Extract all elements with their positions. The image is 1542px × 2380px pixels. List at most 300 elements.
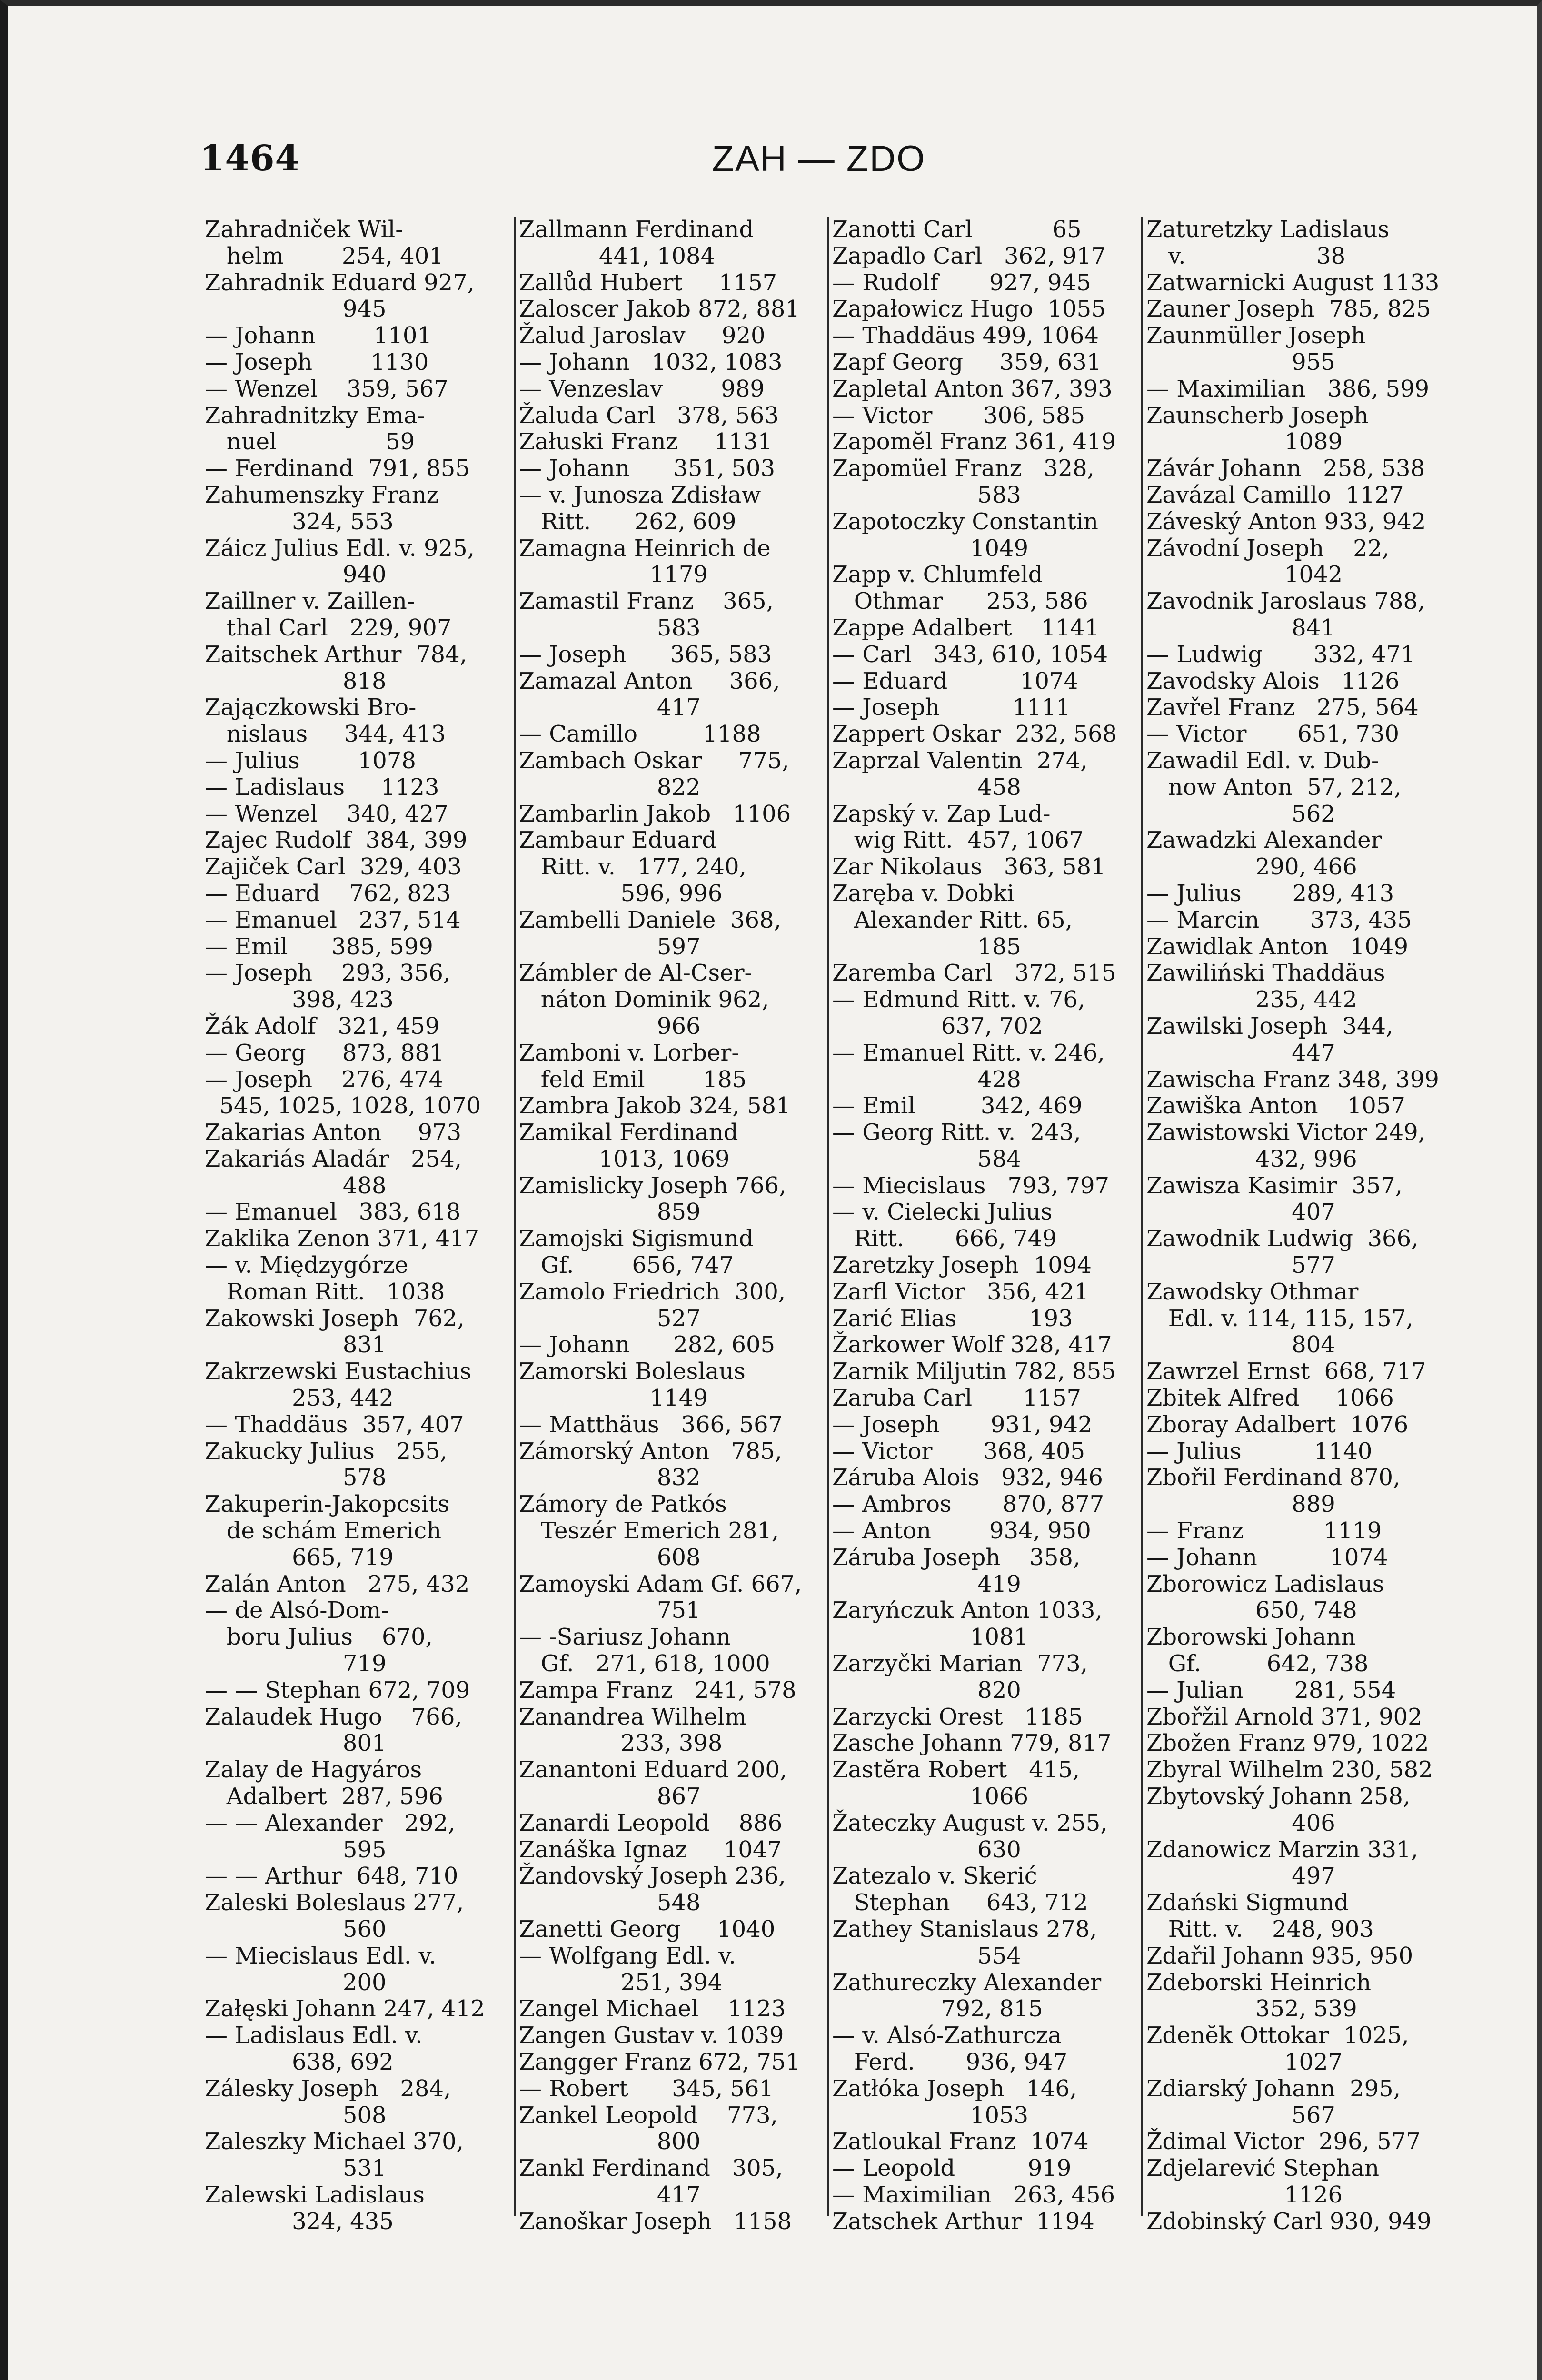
index-entry-line: Zanandrea Wilhelm xyxy=(519,1703,746,1730)
index-entry-line: Zawistowski Victor 249, xyxy=(1146,1119,1425,1146)
index-entry-line: Zangger Franz 672, 751 xyxy=(519,2048,801,2075)
index-entry-line: Zappert Oskar 232, 568 xyxy=(832,721,1117,748)
index-entry-line: Zahradnitzky Ema- xyxy=(205,402,425,429)
index-entry-line: Othmar 253, 586 xyxy=(832,588,1088,615)
running-head: ZAH — ZDO xyxy=(712,139,926,179)
index-entry-line: 417 xyxy=(519,2181,701,2208)
index-entry-line: — Emanuel 383, 618 xyxy=(205,1199,461,1226)
index-entry-line: — Maximilian 386, 599 xyxy=(1146,375,1430,402)
index-entry-line: 447 xyxy=(1146,1039,1335,1066)
index-entry-line: Zaleszky Michael 370, xyxy=(205,2128,464,2155)
index-entry-line: Zawilski Joseph 344, xyxy=(1146,1012,1393,1040)
index-entry-line: Ritt. 666, 749 xyxy=(832,1225,1057,1252)
index-entry-line: wig Ritt. 457, 1067 xyxy=(832,827,1084,854)
index-entry-line: Alexander Ritt. 65, xyxy=(832,906,1073,933)
index-entry-line: 801 xyxy=(205,1730,387,1757)
index-entry-line: — v. Cielecki Julius xyxy=(832,1199,1053,1226)
index-entry-line: 832 xyxy=(519,1464,701,1491)
index-entry-line: — Johann 351, 503 xyxy=(519,455,776,482)
index-entry-line: 889 xyxy=(1146,1491,1335,1518)
index-entry-line: Zaręba v. Dobki xyxy=(832,880,1015,907)
index-entry-line: Zatloukal Franz 1074 xyxy=(832,2128,1089,2155)
index-entry-line: Zahradnik Eduard 927, xyxy=(205,269,475,296)
index-entry-line: Zallůd Hubert 1157 xyxy=(519,269,777,296)
index-entry-line: 441, 1084 xyxy=(519,242,716,269)
index-entry-line: Zawodnik Ludwig 366, xyxy=(1146,1225,1419,1252)
index-entry-line: 428 xyxy=(832,1066,1021,1093)
index-entry-line: Zarzycki Orest 1185 xyxy=(832,1703,1083,1730)
index-entry-line: Zawodsky Othmar xyxy=(1146,1278,1359,1305)
index-entry-line: 650, 748 xyxy=(1146,1597,1357,1624)
index-entry-line: — Joseph 931, 942 xyxy=(832,1411,1093,1438)
index-entry-line: — Joseph 1130 xyxy=(205,348,429,376)
index-entry-line: Zalay de Hagyáros xyxy=(205,1756,422,1784)
index-entry-line: 841 xyxy=(1146,614,1335,641)
index-entry-line: — Johann 1074 xyxy=(1146,1544,1388,1571)
index-entry-line: Zankel Leopold 773, xyxy=(519,2102,778,2129)
index-entry-line: 1149 xyxy=(519,1385,708,1412)
index-entry-line: Zbořžil Arnold 371, 902 xyxy=(1146,1703,1423,1730)
index-entry-line: Zaruba Carl 1157 xyxy=(832,1385,1082,1412)
index-entry-line: 596, 996 xyxy=(519,880,723,907)
index-entry-line: feld Emil 185 xyxy=(519,1066,747,1093)
index-entry-line: Zbytovský Johann 258, xyxy=(1146,1783,1411,1810)
index-entry-line: 1066 xyxy=(832,1783,1029,1810)
index-entry-line: 608 xyxy=(519,1544,701,1571)
index-entry-line: Zborowski Johann xyxy=(1146,1624,1356,1651)
index-entry-line: 859 xyxy=(519,1199,701,1226)
index-entry-line: Zanoškar Joseph 1158 xyxy=(519,2208,792,2235)
index-entry-line: Zavřel Franz 275, 564 xyxy=(1146,694,1419,721)
index-entry-line: 578 xyxy=(205,1464,387,1491)
index-entry-line: Zapletal Anton 367, 393 xyxy=(832,375,1113,402)
index-entry-line: 1081 xyxy=(832,1624,1029,1651)
index-entry-line: Zámbler de Al-Cser- xyxy=(519,960,752,987)
index-entry-line: Zdařil Johann 935, 950 xyxy=(1146,1942,1413,1969)
index-entry-line: Zaunmüller Joseph xyxy=(1146,322,1366,349)
index-entry-line: 800 xyxy=(519,2128,701,2155)
index-entry-line: 577 xyxy=(1146,1252,1335,1279)
index-entry-line: Zajączkowski Bro- xyxy=(205,694,417,721)
index-entry-line: — Marcin 373, 435 xyxy=(1146,906,1412,933)
index-entry-line: — Ladislaus 1123 xyxy=(205,774,439,801)
index-entry-line: Zbyral Wilhelm 230, 582 xyxy=(1146,1756,1433,1784)
index-entry-line: Załęski Johann 247, 412 xyxy=(205,1995,485,2023)
index-entry-line: — Emil 342, 469 xyxy=(832,1092,1083,1120)
index-entry-line: Zajiček Carl 329, 403 xyxy=(205,853,462,881)
index-entry-line: Zarić Elias 193 xyxy=(832,1305,1073,1332)
index-entry-line: Zangen Gustav v. 1039 xyxy=(519,2022,784,2049)
index-entry-line: Zanardi Leopold 886 xyxy=(519,1809,783,1836)
index-entry-line: 583 xyxy=(832,481,1021,508)
index-entry-line: Zatschek Arthur 1194 xyxy=(832,2208,1094,2235)
index-entry-line: Zaitschek Arthur 784, xyxy=(205,641,467,668)
index-entry-line: Zakuperin-Jakopcsits xyxy=(205,1491,449,1518)
index-entry-line: — Robert 345, 561 xyxy=(519,2075,774,2102)
index-entry-line: — Thaddäus 499, 1064 xyxy=(832,322,1099,349)
index-entry-line: Zawadil Edl. v. Dub- xyxy=(1146,747,1379,774)
index-entry-line: Edl. v. 114, 115, 157, xyxy=(1146,1305,1413,1332)
index-entry-line: 567 xyxy=(1146,2102,1335,2129)
index-entry-line: — Miecislaus 793, 797 xyxy=(832,1172,1110,1199)
index-entry-line: 488 xyxy=(205,1172,387,1199)
index-entry-line: Záruba Alois 932, 946 xyxy=(832,1464,1103,1491)
index-entry-line: 235, 442 xyxy=(1146,986,1357,1013)
index-entry-line: Zaprzal Valentin 274, xyxy=(832,747,1088,774)
index-entry-line: 253, 442 xyxy=(205,1385,394,1412)
index-entry-line: Zámory de Patkós xyxy=(519,1491,727,1518)
index-entry-line: Zawadzki Alexander xyxy=(1146,827,1382,854)
index-entry-line: 792, 815 xyxy=(832,1995,1043,2023)
index-entry-line: Závár Johann 258, 538 xyxy=(1146,455,1425,482)
index-entry-line: 1126 xyxy=(1146,2181,1343,2208)
index-entry-line: — Carl 343, 610, 1054 xyxy=(832,641,1108,668)
index-entry-line: Zalaudek Hugo 766, xyxy=(205,1703,462,1730)
index-entry-line: Zasche Johann 779, 817 xyxy=(832,1730,1112,1757)
index-entry-line: 867 xyxy=(519,1783,701,1810)
index-entry-line: thal Carl 229, 907 xyxy=(205,614,452,641)
index-entry-line: 945 xyxy=(205,296,387,323)
index-entry-line: Zavodnik Jaroslaus 788, xyxy=(1146,588,1425,615)
index-entry-line: — Wenzel 340, 427 xyxy=(205,800,448,827)
index-entry-line: Zapf Georg 359, 631 xyxy=(832,348,1102,376)
index-entry-line: 955 xyxy=(1146,348,1335,376)
index-entry-line: Ždimal Victor 296, 577 xyxy=(1146,2128,1421,2155)
index-entry-line: Zbořil Ferdinand 870, xyxy=(1146,1464,1401,1491)
index-entry-line: Zaryńczuk Anton 1033, xyxy=(832,1597,1103,1624)
index-entry-line: Zámorský Anton 785, xyxy=(519,1438,782,1465)
index-entry-line: 804 xyxy=(1146,1331,1335,1359)
index-entry-line: — Venzeslav 989 xyxy=(519,375,765,402)
index-entry-line: 497 xyxy=(1146,1863,1335,1890)
index-entry-line: 1053 xyxy=(832,2102,1029,2129)
index-entry-line: — Eduard 762, 823 xyxy=(205,880,451,907)
index-entry-line: Zamastil Franz 365, xyxy=(519,588,774,615)
index-entry-line: — Ladislaus Edl. v. xyxy=(205,2022,423,2049)
index-entry-line: — Julius 289, 413 xyxy=(1146,880,1394,907)
index-entry-line: — Emanuel 237, 514 xyxy=(205,906,461,933)
index-entry-line: Zarnik Miljutin 782, 855 xyxy=(832,1358,1116,1385)
index-entry-line: 324, 435 xyxy=(205,2208,394,2235)
index-entry-line: Zakucky Julius 255, xyxy=(205,1438,448,1465)
index-entry-line: 831 xyxy=(205,1331,387,1359)
index-entry-line: Zanotti Carl 65 xyxy=(832,216,1082,243)
index-entry-line: 200 xyxy=(205,1969,387,1996)
index-entry-line: — Joseph 1111 xyxy=(832,694,1071,721)
index-entry-line: Zapotoczky Constantin xyxy=(832,508,1098,535)
index-entry-line: — Camillo 1188 xyxy=(519,721,761,748)
index-entry-line: Zarzyčki Marian 773, xyxy=(832,1650,1088,1677)
index-entry-line: 665, 719 xyxy=(205,1544,394,1571)
index-entry-line: Zawiliński Thaddäus xyxy=(1146,960,1385,987)
index-entry-line: Ferd. 936, 947 xyxy=(832,2048,1068,2075)
index-entry-line: Žák Adolf 321, 459 xyxy=(205,1012,440,1040)
index-entry-line: Gf. 271, 618, 1000 xyxy=(519,1650,770,1677)
index-entry-line: — Franz 1119 xyxy=(1146,1517,1382,1545)
index-entry-line: Zapałowicz Hugo 1055 xyxy=(832,296,1106,323)
index-entry-line: 458 xyxy=(832,774,1021,801)
column-divider xyxy=(1141,217,1143,2216)
index-entry-line: Zawischa Franz 348, 399 xyxy=(1146,1066,1439,1093)
index-entry-line: Zapomĕl Franz 361, 419 xyxy=(832,428,1116,456)
index-entry-line: 1027 xyxy=(1146,2048,1343,2075)
index-entry-line: — Georg 873, 881 xyxy=(205,1039,444,1066)
index-entry-line: 406 xyxy=(1146,1809,1335,1836)
index-entry-line: Zakarias Anton 973 xyxy=(205,1119,462,1146)
index-entry-line: Zdanowicz Marzin 331, xyxy=(1146,1836,1418,1863)
index-entry-line: Zambarlin Jakob 1106 xyxy=(519,800,791,827)
index-entry-line: 595 xyxy=(205,1836,387,1863)
index-entry-line: 1013, 1069 xyxy=(519,1145,730,1172)
index-entry-line: Zahradniček Wil- xyxy=(205,216,403,243)
index-entry-line: Zapp v. Chlumfeld xyxy=(832,561,1043,588)
index-entry-line: 822 xyxy=(519,774,701,801)
index-entry-line: Zapský v. Zap Lud- xyxy=(832,800,1051,827)
index-entry-line: Zaklika Zenon 371, 417 xyxy=(205,1225,479,1252)
index-entry-line: Zallmann Ferdinand xyxy=(519,216,754,243)
index-entry-line: Zajec Rudolf 384, 399 xyxy=(205,827,468,854)
index-entry-line: Zborowicz Ladislaus xyxy=(1146,1570,1384,1597)
index-entry-line: Zar Nikolaus 363, 581 xyxy=(832,853,1106,881)
index-entry-line: Zambelli Daniele 368, xyxy=(519,906,781,933)
index-entry-line: — Johann 1032, 1083 xyxy=(519,348,783,376)
index-entry-line: Zalewski Ladislaus xyxy=(205,2181,425,2208)
index-entry-line: Zaturetzky Ladislaus xyxy=(1146,216,1390,243)
index-entry-line: Zappe Adalbert 1141 xyxy=(832,614,1099,641)
index-entry-line: — Emanuel Ritt. v. 246, xyxy=(832,1039,1105,1066)
index-entry-line: Zatłóka Joseph 146, xyxy=(832,2075,1077,2102)
index-entry-line: 398, 423 xyxy=(205,986,394,1013)
index-entry-line: Zaloscer Jakob 872, 881 xyxy=(519,296,800,323)
index-entry-line: — Johann 1101 xyxy=(205,322,432,349)
index-column-2 xyxy=(519,216,824,2235)
index-entry-line: now Anton 57, 212, xyxy=(1146,774,1402,801)
index-entry-line: Zavodsky Alois 1126 xyxy=(1146,667,1400,694)
index-entry-line: 1179 xyxy=(519,561,708,588)
index-entry-line: Zathey Stanislaus 278, xyxy=(832,1916,1097,1943)
index-entry-line: Zawrzel Ernst 668, 717 xyxy=(1146,1358,1426,1385)
index-entry-line: — Anton 934, 950 xyxy=(832,1517,1091,1545)
index-column-4 xyxy=(1146,216,1451,2235)
index-entry-line: boru Julius 670, xyxy=(205,1624,433,1651)
index-entry-line: Zarfl Victor 356, 421 xyxy=(832,1278,1089,1305)
index-entry-line: 407 xyxy=(1146,1199,1335,1226)
index-entry-line: Zawiška Anton 1057 xyxy=(1146,1092,1405,1120)
index-entry-line: — v. Alsó-Zathurcza xyxy=(832,2022,1062,2049)
index-entry-line: Zamorski Boleslaus xyxy=(519,1358,746,1385)
index-entry-line: Zdiarský Johann 295, xyxy=(1146,2075,1401,2102)
index-entry-line: Zawidlak Anton 1049 xyxy=(1146,933,1409,960)
index-columns xyxy=(205,216,1462,2235)
index-entry-line: Zdobinský Carl 930, 949 xyxy=(1146,2208,1432,2235)
index-entry-line: Adalbert 287, 596 xyxy=(205,1783,443,1810)
index-entry-line: — Victor 306, 585 xyxy=(832,402,1085,429)
index-entry-line: Zakariás Aladár 254, xyxy=(205,1145,462,1172)
index-entry-line: Teszér Emerich 281, xyxy=(519,1517,779,1545)
index-entry-line: — Joseph 276, 474 xyxy=(205,1066,443,1093)
index-entry-line: Zathureczky Alexander xyxy=(832,1969,1102,1996)
index-entry-line: Zambra Jakob 324, 581 xyxy=(519,1092,791,1120)
index-entry-line: 562 xyxy=(1146,800,1335,827)
column-divider xyxy=(514,217,516,2216)
index-entry-line: Zanetti Georg 1040 xyxy=(519,1916,776,1943)
index-column-3 xyxy=(832,216,1137,2235)
index-entry-line: 818 xyxy=(205,667,387,694)
index-entry-line: Závodní Joseph 22, xyxy=(1146,535,1390,562)
index-entry-line: Zanáška Ignaz 1047 xyxy=(519,1836,782,1863)
index-entry-line: — Julian 281, 554 xyxy=(1146,1676,1396,1704)
index-column-1 xyxy=(205,216,509,2235)
index-entry-line: 966 xyxy=(519,1012,701,1040)
index-entry-line: — Joseph 365, 583 xyxy=(519,641,772,668)
index-entry-line: Zboray Adalbert 1076 xyxy=(1146,1411,1409,1438)
index-entry-line: Žarkower Wolf 328, 417 xyxy=(832,1331,1112,1359)
index-entry-line: Ritt. v. 177, 240, xyxy=(519,853,746,881)
index-entry-line: 508 xyxy=(205,2102,387,2129)
index-entry-line: Zangel Michael 1123 xyxy=(519,1995,786,2023)
index-entry-line: — Wolfgang Edl. v. xyxy=(519,1942,736,1969)
index-entry-line: — Ludwig 332, 471 xyxy=(1146,641,1415,668)
index-entry-line: Zankl Ferdinand 305, xyxy=(519,2155,783,2182)
index-entry-line: — Edmund Ritt. v. 76, xyxy=(832,986,1085,1013)
index-entry-line: Zavázal Camillo 1127 xyxy=(1146,481,1404,508)
index-entry-line: 548 xyxy=(519,1889,701,1916)
index-entry-line: 630 xyxy=(832,1836,1021,1863)
index-entry-line: 554 xyxy=(832,1942,1021,1969)
index-entry-line: Žaluda Carl 378, 563 xyxy=(519,402,779,429)
index-entry-line: 531 xyxy=(205,2155,387,2182)
index-entry-line: — Ferdinand 791, 855 xyxy=(205,455,470,482)
index-entry-line: — Miecislaus Edl. v. xyxy=(205,1942,437,1969)
index-entry-line: Zaremba Carl 372, 515 xyxy=(832,960,1116,987)
index-entry-line: — Victor 651, 730 xyxy=(1146,721,1399,748)
index-entry-line: 417 xyxy=(519,694,701,721)
index-entry-line: Zauner Joseph 785, 825 xyxy=(1146,296,1431,323)
index-entry-line: Zanantoni Eduard 200, xyxy=(519,1756,787,1784)
index-entry-line: 940 xyxy=(205,561,387,588)
index-entry-line: Zamolo Friedrich 300, xyxy=(519,1278,786,1305)
index-entry-line: Žalud Jaroslav 920 xyxy=(519,322,766,349)
index-entry-line: 251, 394 xyxy=(519,1969,723,1996)
index-entry-line: 1089 xyxy=(1146,428,1343,456)
index-entry-line: Zamazal Anton 366, xyxy=(519,667,780,694)
index-entry-line: — Rudolf 927, 945 xyxy=(832,269,1091,296)
index-entry-line: — Joseph 293, 356, xyxy=(205,960,451,987)
index-entry-line: Zamagna Heinrich de xyxy=(519,535,771,562)
index-entry-line: Zambaur Eduard xyxy=(519,827,716,854)
index-entry-line: Zapomüel Franz 328, xyxy=(832,455,1094,482)
page-header xyxy=(200,138,1438,190)
index-entry-line: Ritt. 262, 609 xyxy=(519,508,736,535)
index-entry-line: Zdenĕk Ottokar 1025, xyxy=(1146,2022,1409,2049)
index-entry-line: v. 38 xyxy=(1146,242,1346,269)
index-entry-line: 352, 539 xyxy=(1146,1995,1357,2023)
index-entry-line: Zamojski Sigismund xyxy=(519,1225,754,1252)
index-entry-line: 545, 1025, 1028, 1070 xyxy=(205,1092,481,1120)
index-entry-line: — Julius 1078 xyxy=(205,747,416,774)
index-entry-line: 820 xyxy=(832,1676,1021,1704)
index-entry-line: Zakrzewski Eustachius xyxy=(205,1358,472,1385)
index-entry-line: — Wenzel 359, 567 xyxy=(205,375,448,402)
index-entry-line: 527 xyxy=(519,1305,701,1332)
index-entry-line: helm 254, 401 xyxy=(205,242,444,269)
index-entry-line: — Johann 282, 605 xyxy=(519,1331,776,1359)
index-entry-line: Zamislicky Joseph 766, xyxy=(519,1172,786,1199)
index-entry-line: — Ambros 870, 877 xyxy=(832,1491,1104,1518)
index-entry-line: Zambach Oskar 775, xyxy=(519,747,789,774)
index-entry-line: Zaunscherb Joseph xyxy=(1146,402,1369,429)
index-entry-line: Zapadlo Carl 362, 917 xyxy=(832,242,1106,269)
index-entry-line: Zbitek Alfred 1066 xyxy=(1146,1385,1394,1412)
index-entry-line: Zampa Franz 241, 578 xyxy=(519,1676,796,1704)
index-entry-line: Zaleski Boleslaus 277, xyxy=(205,1889,464,1916)
index-entry-line: — de Alsó-Dom- xyxy=(205,1597,389,1624)
index-entry-line: Zbožen Franz 979, 1022 xyxy=(1146,1730,1429,1757)
page-number: 1464 xyxy=(200,138,300,179)
index-entry-line: — Emil 385, 599 xyxy=(205,933,433,960)
index-entry-line: Zaretzky Joseph 1094 xyxy=(832,1252,1092,1279)
index-entry-line: Žandovský Joseph 236, xyxy=(519,1863,786,1890)
index-entry-line: — Leopold 919 xyxy=(832,2155,1072,2182)
index-entry-line: nuel 59 xyxy=(205,428,415,456)
index-entry-line: 751 xyxy=(519,1597,701,1624)
index-entry-line: 584 xyxy=(832,1145,1021,1172)
index-entry-line: — — Alexander 292, xyxy=(205,1809,456,1836)
index-entry-line: Záveský Anton 933, 942 xyxy=(1146,508,1426,535)
index-entry-line: Záruba Joseph 358, xyxy=(832,1544,1081,1571)
index-entry-line: 638, 692 xyxy=(205,2048,394,2075)
index-entry-line: Zamboni v. Lorber- xyxy=(519,1039,739,1066)
index-entry-line: Zawisza Kasimir 357, xyxy=(1146,1172,1403,1199)
index-entry-line: Zalán Anton 275, 432 xyxy=(205,1570,470,1597)
index-entry-line: Zaillner v. Zaillen- xyxy=(205,588,415,615)
index-entry-line: — Maximilian 263, 456 xyxy=(832,2181,1115,2208)
index-entry-line: Zamoyski Adam Gf. 667, xyxy=(519,1570,802,1597)
index-entry-line: Zálesky Joseph 284, xyxy=(205,2075,451,2102)
index-entry-line: Zdański Sigmund xyxy=(1146,1889,1349,1916)
index-entry-line: 637, 702 xyxy=(832,1012,1043,1040)
index-entry-line: — Matthäus 366, 567 xyxy=(519,1411,783,1438)
index-entry-line: 1049 xyxy=(832,535,1029,562)
index-entry-line: Zdjelarević Stephan xyxy=(1146,2155,1380,2182)
index-entry-line: Zatezalo v. Skerić xyxy=(832,1863,1037,1890)
index-entry-line: Žateczky August v. 255, xyxy=(832,1809,1108,1836)
index-entry-line: Gf. 656, 747 xyxy=(519,1252,734,1279)
index-entry-line: Roman Ritt. 1038 xyxy=(205,1278,445,1305)
index-entry-line: Zakowski Joseph 762, xyxy=(205,1305,465,1332)
index-entry-line: 432, 996 xyxy=(1146,1145,1357,1172)
index-entry-line: Załuski Franz 1131 xyxy=(519,428,773,456)
index-entry-line: Zamikal Ferdinand xyxy=(519,1119,738,1146)
index-entry-line: nislaus 344, 413 xyxy=(205,721,446,748)
index-entry-line: Zahumenszky Franz xyxy=(205,481,439,508)
index-entry-line: Gf. 642, 738 xyxy=(1146,1650,1369,1677)
index-entry-line: 597 xyxy=(519,933,701,960)
index-entry-line: Zatwarnicki August 1133 xyxy=(1146,269,1440,296)
index-entry-line: — v. Junosza Zdisław xyxy=(519,481,761,508)
index-entry-line: — Victor 368, 405 xyxy=(832,1438,1085,1465)
index-entry-line: Zdeborski Heinrich xyxy=(1146,1969,1372,1996)
index-entry-line: 324, 553 xyxy=(205,508,394,535)
index-entry-line: 560 xyxy=(205,1916,387,1943)
index-entry-line: — Julius 1140 xyxy=(1146,1438,1373,1465)
index-entry-line: Zastĕra Robert 415, xyxy=(832,1756,1080,1784)
index-entry-line: — — Stephan 672, 709 xyxy=(205,1676,470,1704)
column-divider xyxy=(827,217,829,2216)
index-entry-line: Ritt. v. 248, 903 xyxy=(1146,1916,1374,1943)
index-entry-line: — Eduard 1074 xyxy=(832,667,1078,694)
index-entry-line: 583 xyxy=(519,614,701,641)
